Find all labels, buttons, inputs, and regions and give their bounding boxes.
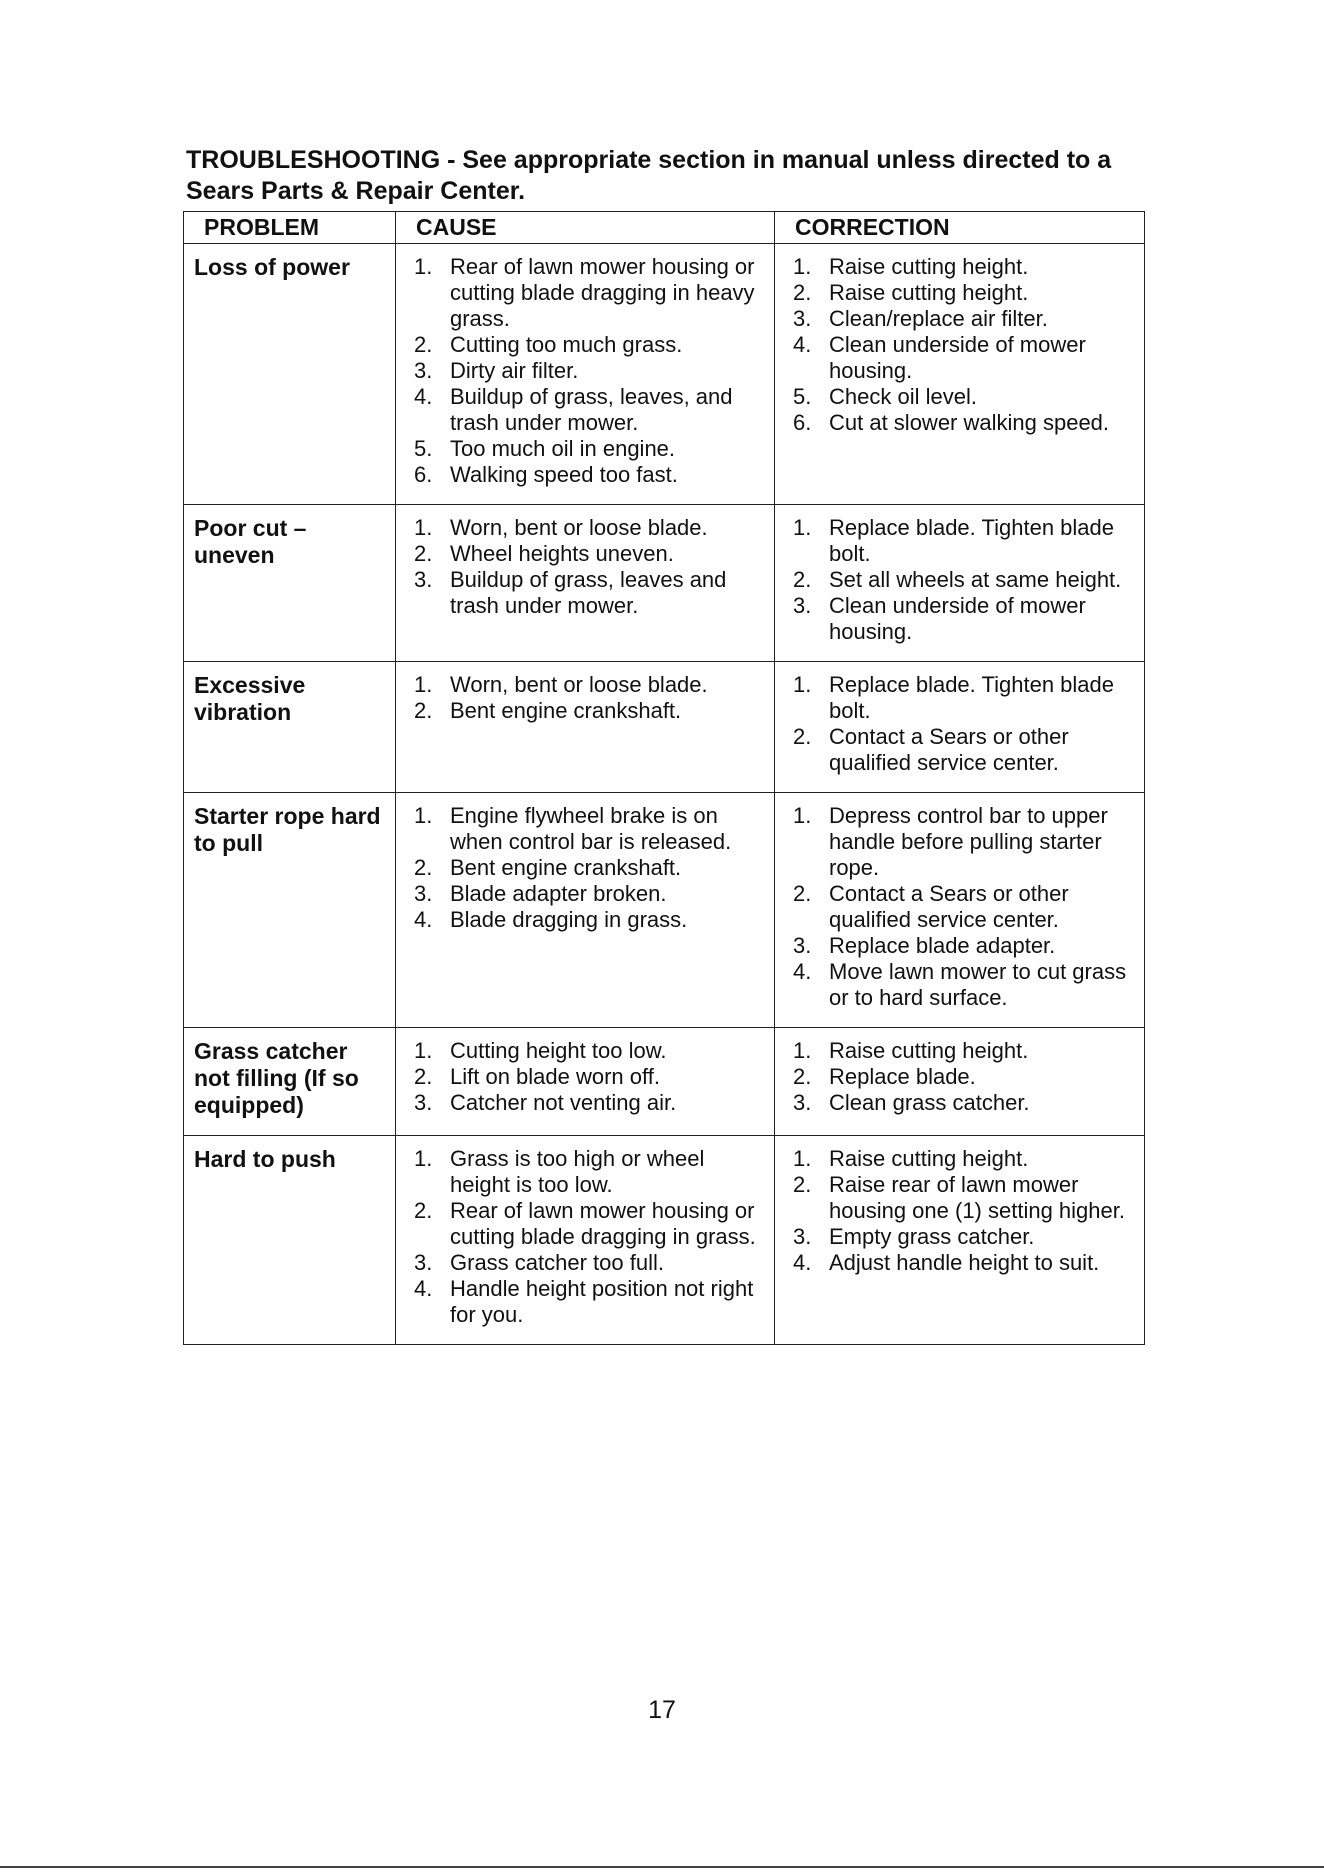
item-text: Worn, bent or loose blade. xyxy=(450,672,708,697)
problem-cell: Poor cut – uneven xyxy=(184,505,396,662)
item-number: 2. xyxy=(414,541,433,566)
table-row xyxy=(184,793,1145,1028)
problem-cell: Hard to push xyxy=(184,1136,396,1345)
item-text: Grass is too high or wheel height is too low. xyxy=(450,1146,705,1197)
cause-item xyxy=(414,358,766,384)
correction-cell xyxy=(775,505,1145,662)
item-number: 3. xyxy=(793,593,812,618)
item-number: 2. xyxy=(793,881,812,906)
header-problem: PROBLEM xyxy=(184,212,396,244)
item-number: 3. xyxy=(414,881,433,906)
item-number: 1. xyxy=(793,803,812,828)
item-text: Catcher not venting air. xyxy=(450,1090,677,1115)
item-text: Check oil level. xyxy=(829,384,977,409)
item-number: 1. xyxy=(793,1038,812,1063)
correction-item xyxy=(793,1250,1136,1276)
item-number: 3. xyxy=(414,567,433,592)
item-text: Replace blade adapter. xyxy=(829,933,1056,958)
page-number: 17 xyxy=(648,1696,676,1724)
page-title: TROUBLESHOOTING - See appropriate section in manual unless directed to a Sears Parts & Repair Center. xyxy=(186,146,1112,205)
item-text: Worn, bent or loose blade. xyxy=(450,515,708,540)
item-number: 1. xyxy=(414,254,433,279)
cause-item xyxy=(414,254,766,332)
cause-cell xyxy=(396,1136,775,1345)
cause-item xyxy=(414,1146,766,1198)
cause-item xyxy=(414,803,766,855)
cause-item xyxy=(414,515,766,541)
item-number: 3. xyxy=(793,306,812,331)
cause-item xyxy=(414,1198,766,1250)
item-number: 2. xyxy=(414,1198,433,1223)
correction-item xyxy=(793,803,1136,881)
bottom-divider xyxy=(0,1866,1324,1868)
item-text: Contact a Sears or other qualified service center. xyxy=(829,881,1069,932)
item-text: Buildup of grass, leaves, and trash under mower. xyxy=(450,384,733,435)
item-text: Clean underside of mower housing. xyxy=(829,332,1086,383)
correction-item xyxy=(793,515,1136,567)
cause-cell xyxy=(396,1028,775,1136)
item-text: Cutting height too low. xyxy=(450,1038,667,1063)
table-row xyxy=(184,662,1145,793)
item-text: Cut at slower walking speed. xyxy=(829,410,1110,435)
cause-item xyxy=(414,1038,766,1064)
item-text: Raise cutting height. xyxy=(829,1038,1029,1063)
item-text: Contact a Sears or other qualified service center. xyxy=(829,724,1069,775)
item-text: Bent engine crankshaft. xyxy=(450,698,682,723)
item-number: 4. xyxy=(793,332,812,357)
correction-item xyxy=(793,1038,1136,1064)
item-number: 2. xyxy=(414,698,433,723)
table-row xyxy=(184,1028,1145,1136)
item-number: 3. xyxy=(793,1090,812,1115)
item-text: Engine flywheel brake is on when control bar is released. xyxy=(450,803,732,854)
correction-item xyxy=(793,1172,1136,1224)
item-text: Replace blade. Tighten blade bolt. xyxy=(829,672,1114,723)
item-number: 6. xyxy=(793,410,812,435)
cause-item xyxy=(414,881,766,907)
cause-item xyxy=(414,855,766,881)
item-number: 4. xyxy=(793,1250,812,1275)
item-number: 2. xyxy=(793,567,812,592)
item-number: 5. xyxy=(414,436,433,461)
item-number: 3. xyxy=(793,933,812,958)
correction-cell xyxy=(775,1136,1145,1345)
cause-item xyxy=(414,1276,766,1328)
cause-item xyxy=(414,332,766,358)
item-text: Raise cutting height. xyxy=(829,1146,1029,1171)
item-text: Clean/replace air filter. xyxy=(829,306,1048,331)
correction-item xyxy=(793,672,1136,724)
item-text: Handle height position not right for you. xyxy=(450,1276,754,1327)
correction-item xyxy=(793,410,1136,436)
item-number: 2. xyxy=(414,1064,433,1089)
correction-item xyxy=(793,881,1136,933)
correction-cell xyxy=(775,244,1145,505)
cause-item xyxy=(414,384,766,436)
item-number: 2. xyxy=(793,724,812,749)
troubleshooting-table xyxy=(183,211,1145,1345)
item-text: Lift on blade worn off. xyxy=(450,1064,660,1089)
item-number: 2. xyxy=(414,332,433,357)
problem-cell: Loss of power xyxy=(184,244,396,505)
item-number: 4. xyxy=(414,1276,433,1301)
correction-item xyxy=(793,1090,1136,1116)
item-text: Blade dragging in grass. xyxy=(450,907,688,932)
table-header-row xyxy=(184,212,1145,244)
cause-item xyxy=(414,541,766,567)
correction-item xyxy=(793,254,1136,280)
correction-item xyxy=(793,306,1136,332)
correction-item xyxy=(793,567,1136,593)
item-number: 3. xyxy=(414,1250,433,1275)
item-text: Cutting too much grass. xyxy=(450,332,683,357)
cause-item xyxy=(414,436,766,462)
cause-item xyxy=(414,1250,766,1276)
item-number: 6. xyxy=(414,462,433,487)
cause-item xyxy=(414,907,766,933)
table-row xyxy=(184,505,1145,662)
cause-item xyxy=(414,1064,766,1090)
item-text: Raise rear of lawn mower housing one (1) setting higher. xyxy=(829,1172,1125,1223)
item-number: 4. xyxy=(414,907,433,932)
correction-item xyxy=(793,384,1136,410)
item-text: Rear of lawn mower housing or cutting blade dragging in grass. xyxy=(450,1198,756,1249)
item-number: 1. xyxy=(414,1146,433,1171)
item-number: 2. xyxy=(793,1064,812,1089)
item-text: Too much oil in engine. xyxy=(450,436,676,461)
table-row xyxy=(184,1136,1145,1345)
header-cause: CAUSE xyxy=(396,212,775,244)
item-text: Wheel heights uneven. xyxy=(450,541,674,566)
header-correction: CORRECTION xyxy=(775,212,1145,244)
table-body xyxy=(184,244,1145,1345)
cause-cell xyxy=(396,244,775,505)
cause-cell xyxy=(396,793,775,1028)
correction-cell xyxy=(775,662,1145,793)
item-number: 3. xyxy=(793,1224,812,1249)
correction-item xyxy=(793,280,1136,306)
cause-item xyxy=(414,698,766,724)
cause-item xyxy=(414,672,766,698)
item-number: 1. xyxy=(414,1038,433,1063)
correction-item xyxy=(793,332,1136,384)
item-text: Grass catcher too full. xyxy=(450,1250,664,1275)
item-number: 1. xyxy=(793,515,812,540)
item-text: Replace blade. Tighten blade bolt. xyxy=(829,515,1114,566)
item-number: 1. xyxy=(793,1146,812,1171)
item-text: Depress control bar to upper handle before pulling starter rope. xyxy=(829,803,1108,880)
item-number: 2. xyxy=(414,855,433,880)
correction-item xyxy=(793,1146,1136,1172)
item-text: Move lawn mower to cut grass or to hard surface. xyxy=(829,959,1127,1010)
item-number: 1. xyxy=(414,672,433,697)
cause-item xyxy=(414,462,766,488)
correction-item xyxy=(793,933,1136,959)
item-text: Blade adapter broken. xyxy=(450,881,667,906)
correction-cell xyxy=(775,793,1145,1028)
item-text: Clean underside of mower housing. xyxy=(829,593,1086,644)
correction-item xyxy=(793,1064,1136,1090)
item-text: Replace blade. xyxy=(829,1064,976,1089)
item-text: Set all wheels at same height. xyxy=(829,567,1122,592)
item-text: Rear of lawn mower housing or cutting blade dragging in heavy grass. xyxy=(450,254,755,331)
item-number: 4. xyxy=(414,384,433,409)
cause-item xyxy=(414,1090,766,1116)
item-text: Raise cutting height. xyxy=(829,254,1029,279)
item-number: 4. xyxy=(793,959,812,984)
correction-item xyxy=(793,959,1136,1011)
item-text: Dirty air filter. xyxy=(450,358,579,383)
cause-cell xyxy=(396,505,775,662)
cause-item xyxy=(414,567,766,619)
item-text: Buildup of grass, leaves and trash under mower. xyxy=(450,567,727,618)
item-number: 3. xyxy=(414,1090,433,1115)
item-number: 1. xyxy=(414,515,433,540)
item-text: Raise cutting height. xyxy=(829,280,1029,305)
item-number: 2. xyxy=(793,1172,812,1197)
correction-item xyxy=(793,593,1136,645)
item-number: 2. xyxy=(793,280,812,305)
correction-item xyxy=(793,1224,1136,1250)
problem-cell: Starter rope hard to pull xyxy=(184,793,396,1028)
item-number: 1. xyxy=(793,254,812,279)
item-number: 3. xyxy=(414,358,433,383)
item-number: 5. xyxy=(793,384,812,409)
correction-item xyxy=(793,724,1136,776)
item-text: Walking speed too fast. xyxy=(450,462,678,487)
item-text: Adjust handle height to suit. xyxy=(829,1250,1100,1275)
cause-cell xyxy=(396,662,775,793)
problem-cell: Excessive vibration xyxy=(184,662,396,793)
item-text: Bent engine crankshaft. xyxy=(450,855,682,880)
table-row xyxy=(184,244,1145,505)
item-number: 1. xyxy=(793,672,812,697)
correction-cell xyxy=(775,1028,1145,1136)
item-text: Empty grass catcher. xyxy=(829,1224,1035,1249)
item-number: 1. xyxy=(414,803,433,828)
problem-cell: Grass catcher not filling (If so equipped) xyxy=(184,1028,396,1136)
item-text: Clean grass catcher. xyxy=(829,1090,1030,1115)
